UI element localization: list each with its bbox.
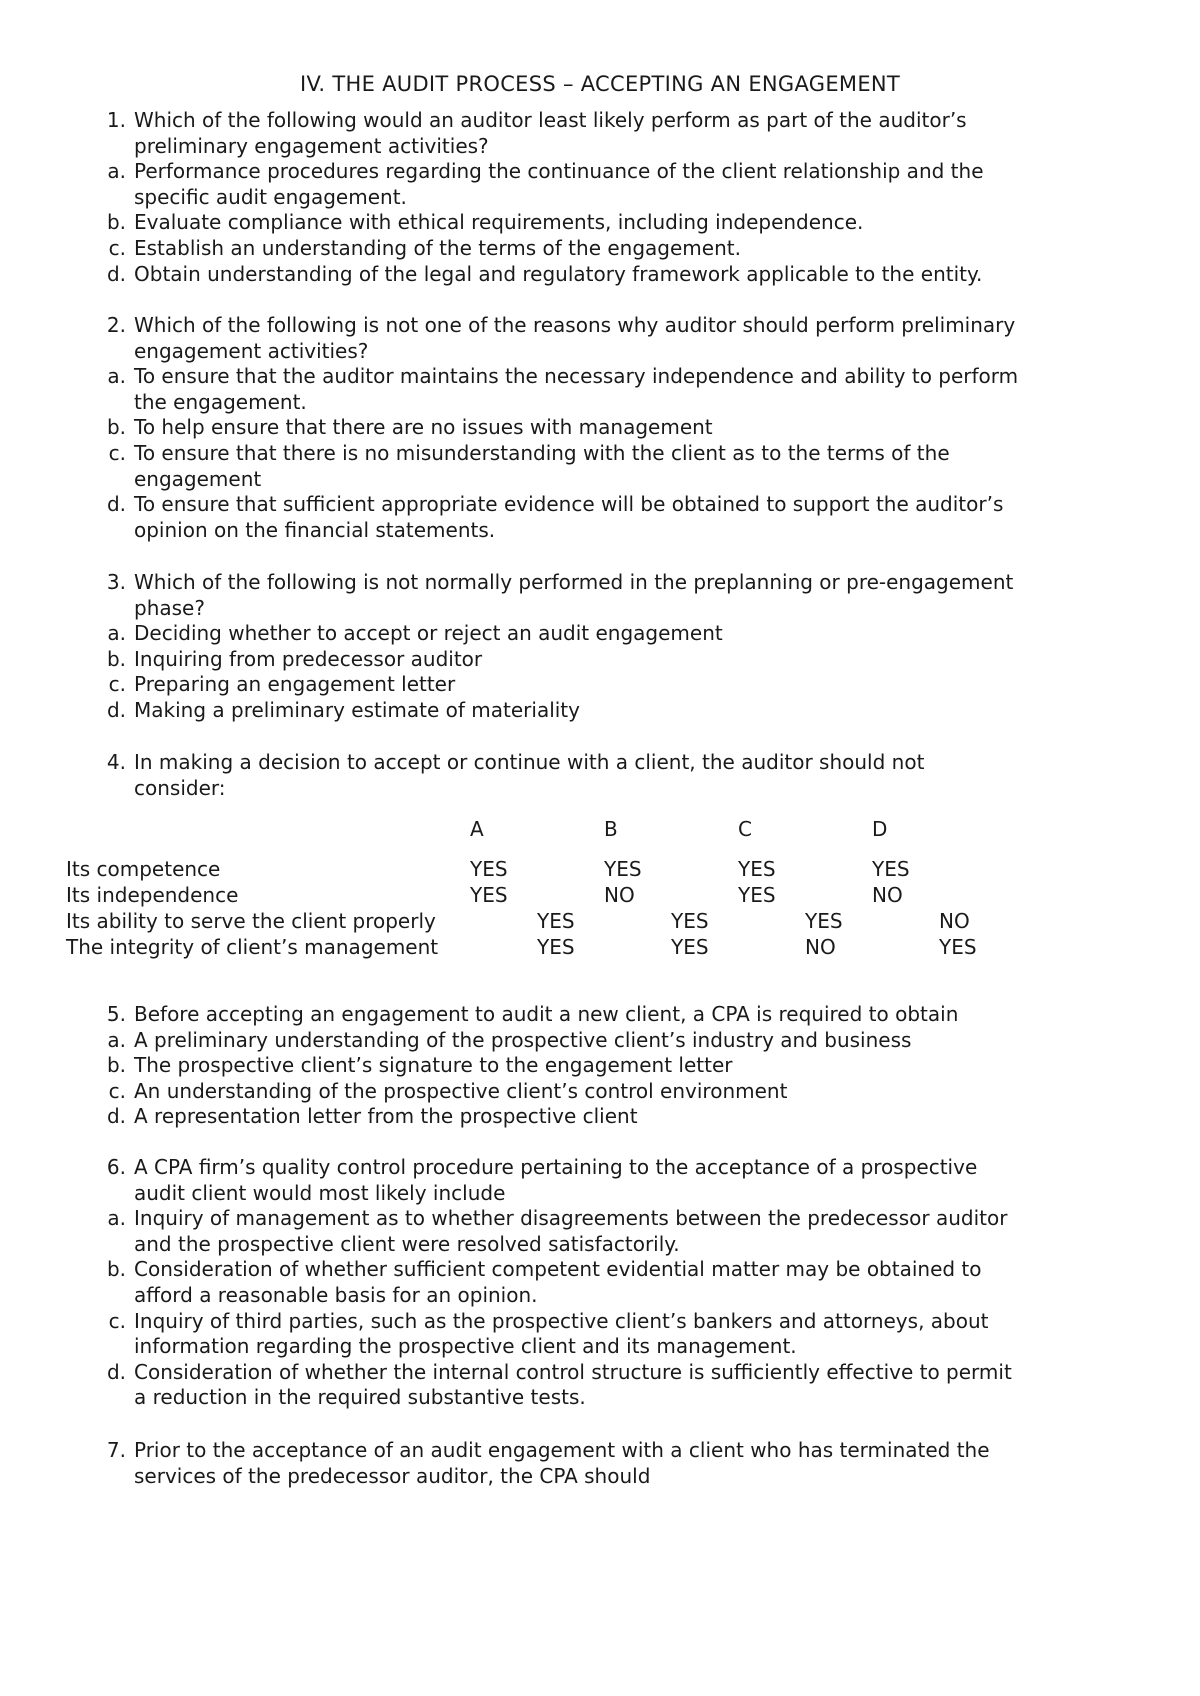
table-cell: YES: [805, 909, 843, 933]
question-1-stem-text: preliminary engagement activities?: [134, 133, 489, 158]
question-5-stem-text: Before accepting an engagement to audit a new client, a CPA is required to obtain: [134, 1002, 959, 1026]
question-5-option-c-marker: c.: [108, 1078, 126, 1103]
table-cell: NO: [604, 883, 635, 907]
question-3-stem-text: Which of the following is not normally performed in the preplanning or pre-engagement: [134, 570, 1014, 594]
question-6-stem-marker: 6.: [106, 1155, 126, 1179]
page-title: IV. THE AUDIT PROCESS – ACCEPTING AN ENGAGEMENT: [299, 72, 901, 96]
table-cell: YES: [604, 857, 642, 881]
table-header-cell: A: [470, 817, 484, 841]
question-1-option-a-text: specific audit engagement.: [134, 184, 407, 209]
table-row-label: Its independence: [66, 883, 239, 907]
table-header-cell: D: [872, 817, 888, 841]
question-1-stem-marker: 1.: [106, 108, 126, 132]
table-cell: NO: [939, 909, 970, 933]
question-7-stem-text: Prior to the acceptance of an audit engagement with a client who has terminated the: [134, 1438, 990, 1462]
table-row-label: Its ability to serve the client properly: [66, 909, 436, 933]
question-5-option-c-text: An understanding of the prospective client’s control environment: [134, 1078, 788, 1103]
question-6-stem-text: audit client would most likely include: [134, 1180, 506, 1205]
question-1-option-c-marker: c.: [108, 236, 126, 260]
question-1-option-a-text: Performance procedures regarding the continuance of the client relationship and the: [134, 159, 984, 184]
table-cell: NO: [805, 935, 836, 959]
question-3-option-b-marker: b.: [106, 646, 126, 671]
question-7-stem-marker: 7.: [106, 1438, 126, 1462]
question-6-option-b-text: afford a reasonable basis for an opinion.: [134, 1283, 538, 1307]
question-6-option-d-text: a reduction in the required substantive tests.: [134, 1385, 586, 1410]
question-1-option-b-marker: b.: [106, 210, 126, 235]
question-2-option-a-marker: a.: [107, 364, 126, 389]
question-2-option-c-text: To ensure that there is no misunderstanding with the client as to the terms of the: [134, 441, 950, 465]
question-1-option-d-marker: d.: [106, 261, 126, 286]
question-3-stem-marker: 3.: [106, 570, 126, 594]
table-header-cell: B: [604, 817, 618, 841]
question-1-option-a-marker: a.: [107, 159, 126, 184]
question-3-option-c-marker: c.: [108, 672, 126, 697]
question-2-option-b-marker: b.: [106, 415, 126, 440]
question-2-option-d-marker: d.: [106, 492, 126, 517]
question-3-stem-text: phase?: [134, 595, 205, 620]
table-cell: YES: [872, 857, 910, 881]
question-4-stem-text: In making a decision to accept or continue with a client, the auditor should not: [134, 750, 925, 774]
question-5-option-d-text: A representation letter from the prospective client: [134, 1104, 638, 1129]
question-6-option-c-marker: c.: [108, 1308, 126, 1333]
table-row-label: Its competence: [66, 857, 221, 881]
table-cell: YES: [537, 935, 575, 959]
question-3-option-d-text: Making a preliminary estimate of materiality: [134, 698, 580, 722]
question-2-stem-text: engagement activities?: [134, 338, 369, 363]
question-2-stem-text: Which of the following is not one of the reasons why auditor should perform preliminary: [134, 313, 1016, 337]
question-2-option-d-text: opinion on the financial statements.: [134, 517, 496, 542]
table-row-label: The integrity of client’s management: [66, 935, 439, 959]
question-2-option-b-text: To help ensure that there are no issues with management: [134, 415, 713, 440]
question-1-option-b-text: Evaluate compliance with ethical requirements, including independence.: [134, 210, 864, 235]
question-5-stem-marker: 5.: [106, 1002, 126, 1026]
question-6-option-b-marker: b.: [106, 1257, 126, 1282]
question-2-stem-marker: 2.: [106, 313, 126, 337]
question-2-option-a-text: To ensure that the auditor maintains the necessary independence and ability to perform: [134, 364, 1019, 389]
question-1-stem-text: Which of the following would an auditor least likely perform as part of the auditor’s: [134, 108, 967, 132]
question-6-option-a-text: and the prospective client were resolved satisfactorily.: [134, 1231, 680, 1256]
table-cell: YES: [738, 857, 776, 881]
question-5-option-a-text: A preliminary understanding of the prospective client’s industry and business: [134, 1027, 912, 1052]
question-5-option-a-marker: a.: [107, 1027, 126, 1052]
question-2-option-c-marker: c.: [108, 441, 126, 465]
question-3-option-b-text: Inquiring from predecessor auditor: [134, 646, 483, 671]
table-cell: YES: [939, 935, 977, 959]
question-6-option-a-text: Inquiry of management as to whether disagreements between the predecessor auditor: [134, 1206, 1008, 1231]
table-header-cell: C: [738, 817, 752, 841]
question-6-option-c-text: Inquiry of third parties, such as the prospective client’s bankers and attorneys, about: [134, 1308, 989, 1333]
table-cell: YES: [537, 909, 575, 933]
question-2-option-c-text: engagement: [134, 466, 262, 491]
table-cell: YES: [671, 909, 709, 933]
question-3-option-c-text: Preparing an engagement letter: [134, 672, 456, 697]
question-6-option-b-text: Consideration of whether sufficient competent evidential matter may be obtained to: [134, 1257, 982, 1282]
question-3-option-d-marker: d.: [106, 698, 126, 722]
question-7-stem-text: services of the predecessor auditor, the CPA should: [134, 1463, 651, 1488]
table-cell: YES: [470, 857, 508, 881]
table-cell: YES: [470, 883, 508, 907]
question-3-option-a-marker: a.: [107, 621, 126, 646]
question-1-option-c-text: Establish an understanding of the terms of the engagement.: [134, 236, 741, 260]
question-6-option-a-marker: a.: [107, 1206, 126, 1231]
question-2-option-a-text: the engagement.: [134, 389, 307, 414]
question-2-option-d-text: To ensure that sufficient appropriate evidence will be obtained to support the auditor’s: [134, 492, 1004, 517]
question-6-stem-text: A CPA firm’s quality control procedure pertaining to the acceptance of a prospective: [134, 1155, 978, 1179]
question-5-option-b-marker: b.: [106, 1053, 126, 1078]
question-6-option-d-text: Consideration of whether the internal control structure is sufficiently effective to permit: [134, 1359, 1012, 1384]
question-6-option-c-text: information regarding the prospective client and its management.: [134, 1334, 797, 1359]
question-1-option-d-text: Obtain understanding of the legal and regulatory framework applicable to the entity.: [134, 261, 983, 286]
question-6-option-d-marker: d.: [106, 1359, 126, 1384]
table-cell: YES: [671, 935, 709, 959]
table-cell: NO: [872, 883, 903, 907]
question-4-stem-text: consider:: [134, 775, 226, 800]
question-5-option-d-marker: d.: [106, 1104, 126, 1129]
question-5-option-b-text: The prospective client’s signature to the engagement letter: [134, 1053, 733, 1078]
question-4-stem-marker: 4.: [106, 750, 126, 774]
table-cell: YES: [738, 883, 776, 907]
question-3-option-a-text: Deciding whether to accept or reject an audit engagement: [134, 621, 723, 646]
